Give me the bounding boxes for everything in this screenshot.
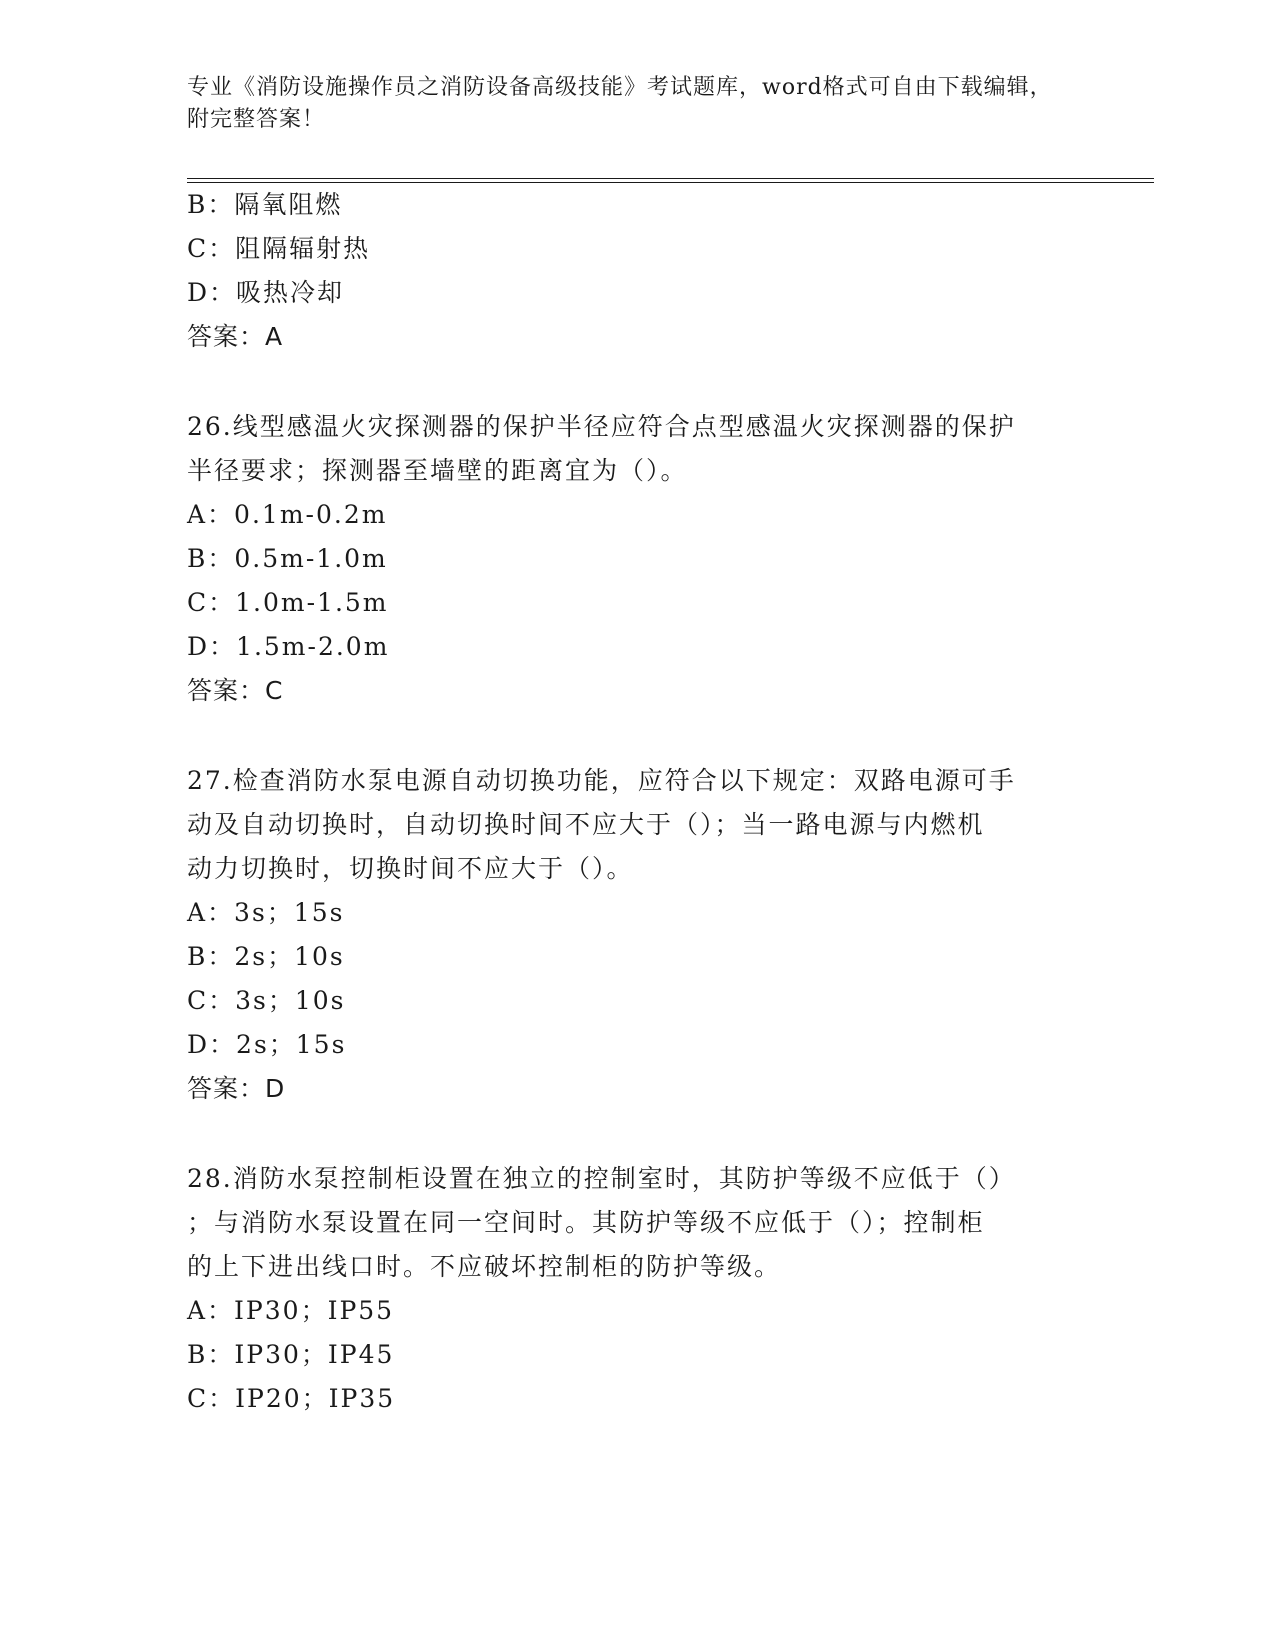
header-divider-top — [187, 178, 1154, 179]
q27-stem-line-1: 27.检查消防水泵电源自动切换功能，应符合以下规定：双路电源可手 — [187, 766, 1016, 795]
q26-answer: 答案：C — [187, 676, 284, 705]
q26-stem-line-2: 半径要求；探测器至墙壁的距离宜为（）。 — [187, 456, 688, 485]
q28-option-b: B：IP30；IP45 — [187, 1340, 395, 1369]
q26-stem-line-1: 26.线型感温火灾探测器的保护半径应符合点型感温火灾探测器的保护 — [187, 412, 1016, 441]
q27-option-d: D：2s；15s — [187, 1030, 347, 1059]
q28-option-a: A：IP30；IP55 — [187, 1296, 395, 1325]
prev-option-b: B：隔氧阻燃 — [187, 190, 343, 219]
q28-option-c: C：IP20；IP35 — [187, 1384, 396, 1413]
prev-answer: 答案：A — [187, 322, 284, 351]
q28-stem-line-3: 的上下进出线口时。不应破坏控制柜的防护等级。 — [187, 1252, 782, 1281]
q27-option-b: B：2s；10s — [187, 942, 345, 971]
q27-option-c: C：3s；10s — [187, 986, 346, 1015]
q27-stem-line-2: 动及自动切换时，自动切换时间不应大于（）；当一路电源与内燃机 — [187, 810, 985, 839]
q28-stem-line-2: ；与消防水泵设置在同一空间时。其防护等级不应低于（）；控制柜 — [187, 1208, 985, 1237]
q26-option-a: A：0.1m-0.2m — [187, 500, 388, 529]
prev-option-d: D：吸热冷却 — [187, 278, 345, 307]
q26-option-c: C：1.0m-1.5m — [187, 588, 389, 617]
q28-stem-line-1: 28.消防水泵控制柜设置在独立的控制室时，其防护等级不应低于（） — [187, 1164, 1016, 1193]
q27-option-a: A：3s；15s — [187, 898, 345, 927]
document-header: 专业《消防设施操作员之消防设备高级技能》考试题库，word格式可自由下载编辑，附完整答案！ — [187, 75, 1053, 132]
q27-stem-line-3: 动力切换时，切换时间不应大于（）。 — [187, 854, 634, 883]
header-divider-bottom — [187, 182, 1154, 183]
prev-option-c: C：阻隔辐射热 — [187, 234, 371, 263]
q26-option-d: D：1.5m-2.0m — [187, 632, 390, 661]
q26-option-b: B：0.5m-1.0m — [187, 544, 388, 573]
q27-answer: 答案：D — [187, 1074, 286, 1103]
